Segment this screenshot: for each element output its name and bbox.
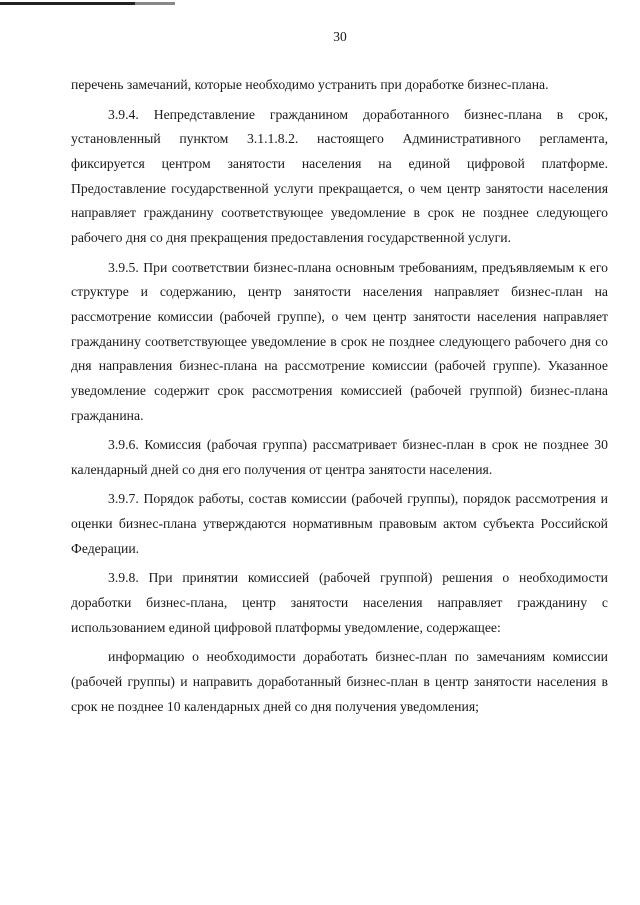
paragraph-continuation: перечень замечаний, которые необходимо устранить при доработке бизнес-плана. bbox=[71, 77, 549, 92]
paragraph-3-9-5: 3.9.5. При соответствии бизнес-плана основным требованиям, предъявляемым к его структуре и содержанию, центр занятости населения направляет бизнес-план на рассмотрение комиссии (рабочей группе), о чем центр занятости населения направляет гражданину соответствующее уведомление в срок не позднее следующего рабочего дня со дня направления бизнес-плана на рассмотрение комиссии (рабочей группе). Указанное уведомление содержит срок рассмотрения комиссией (рабочей группой) бизнес-плана гражданина. bbox=[71, 259, 608, 423]
paragraph-3-9-6: 3.9.6. Комиссия (рабочая группа) рассматривает бизнес-план в срок не позднее 30 календарный дней со дня его получения от центра занятости населения. bbox=[71, 437, 608, 477]
paragraph-3-9-7: 3.9.7. Порядок работы, состав комиссии (рабочей группы), порядок рассмотрения и оценки бизнес-плана утверждаются нормативным правовым актом субъекта Российской Федерации. bbox=[71, 491, 608, 556]
paragraph-3-9-4: 3.9.4. Непредставление гражданином доработанного бизнес-плана в срок, установленный пунктом 3.1.1.8.2. настоящего Административного регламента, фиксируется центром занятости населения на единой цифровой платформе. Предоставление государственной услуги прекращается, о чем центр занятости населения направляет гражданину соответствующее уведомление в срок не позднее следующего рабочего дня со дня прекращения предоставления государственной услуги. bbox=[71, 106, 608, 246]
paragraph-notification-info: информацию о необходимости доработать бизнес-план по замечаниям комиссии (рабочей группы) и направить доработанный бизнес-план в центр занятости населения в срок не позднее 10 календарных дней со дня получения уведомления; bbox=[71, 649, 608, 714]
page-number: 30 bbox=[333, 29, 347, 44]
paragraph-3-9-8: 3.9.8. При принятии комиссией (рабочей группой) решения о необходимости доработки бизнес-плана, центр занятости населения направляет гражданину с использованием единой цифровой платформы уведомление, содержащее: bbox=[71, 570, 608, 635]
top-rule-divider bbox=[0, 2, 175, 5]
document-body bbox=[71, 73, 608, 724]
